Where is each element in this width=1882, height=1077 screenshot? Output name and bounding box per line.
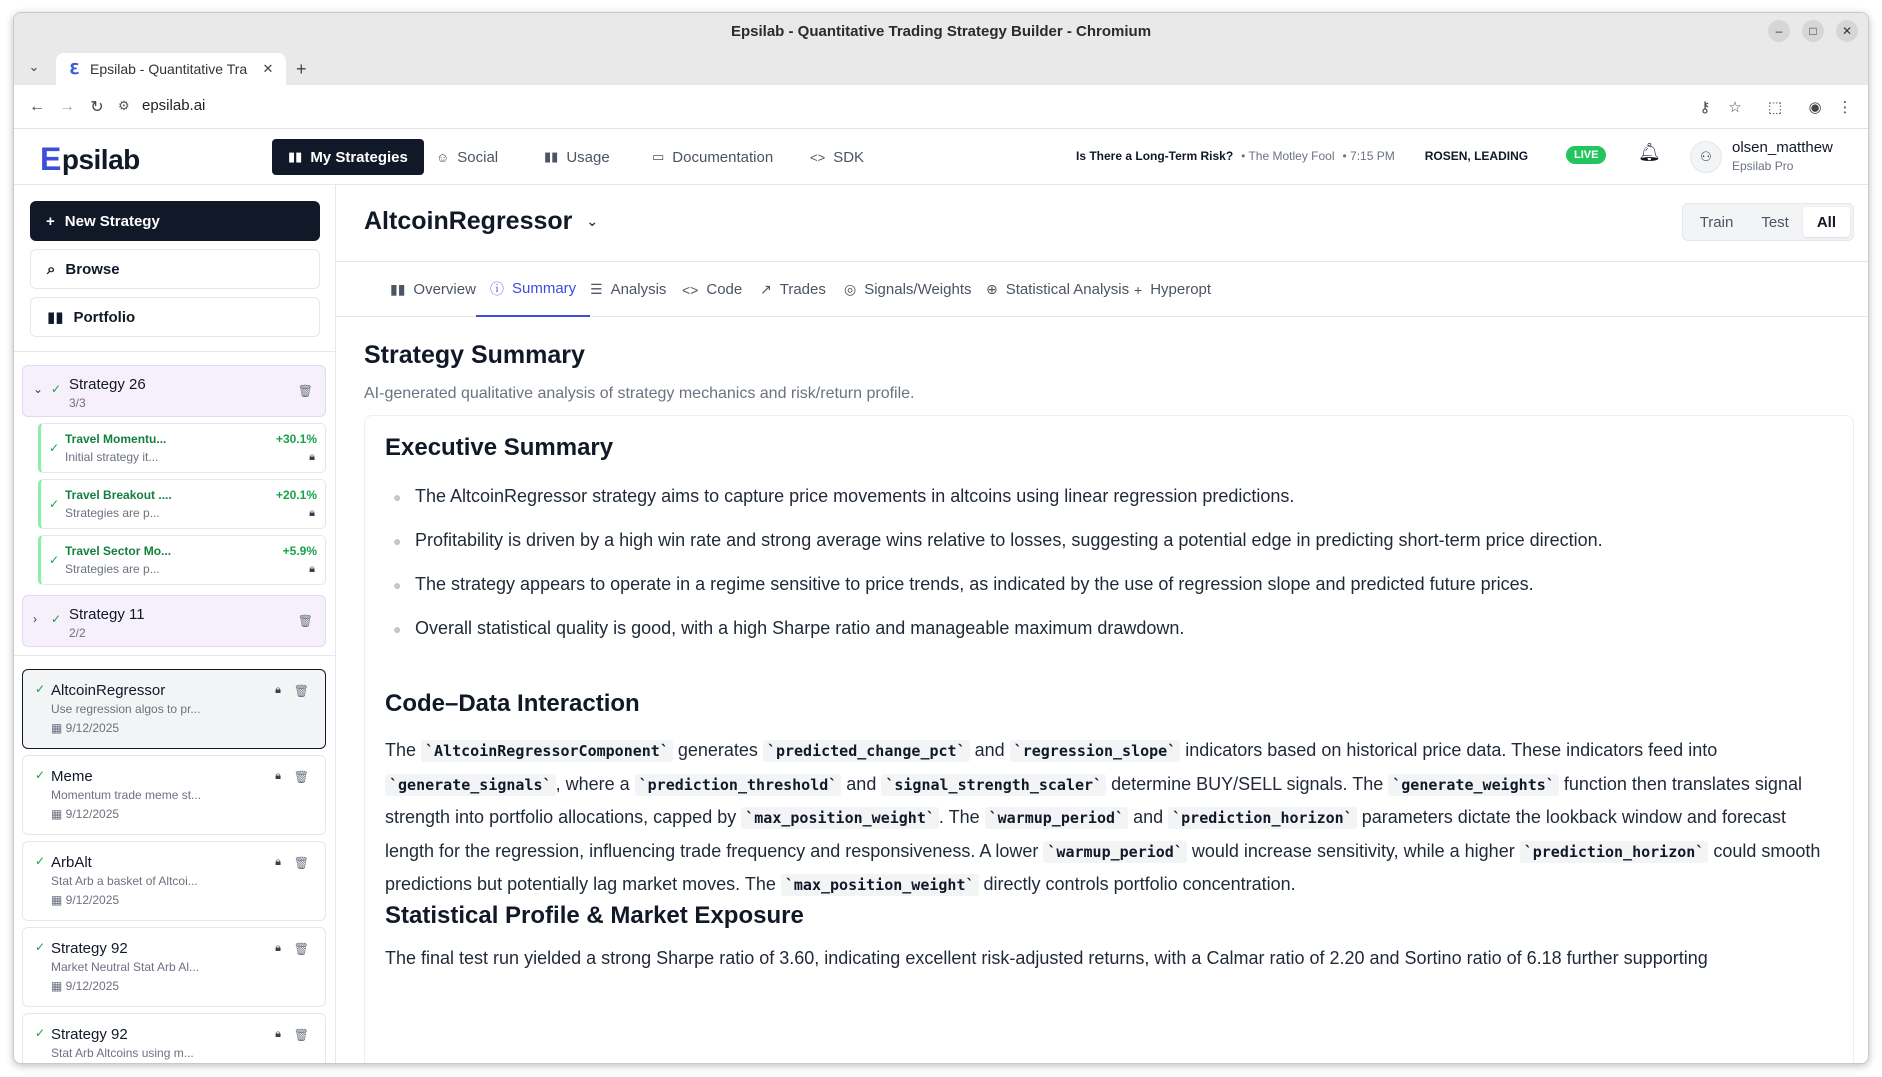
summary-card xyxy=(364,415,1854,1064)
tab-title: Epsilab - Quantitative Tra xyxy=(90,61,248,77)
tab-summary[interactable] xyxy=(476,262,590,317)
check-circle-icon: ✓ xyxy=(49,441,60,455)
bullet-text: Profitability is driven by a high win rate and strong average wins relative to losses, suggesting a potential edge in predicting short-term price direction. xyxy=(415,530,1603,550)
tab-signals-weights[interactable] xyxy=(830,262,986,317)
bullet-dot: ● xyxy=(393,621,402,637)
executive-summary-heading: Executive Summary xyxy=(385,434,614,461)
bar-chart-icon: ▮▮ xyxy=(288,149,303,164)
check-circle-icon: ✓ xyxy=(35,682,46,696)
trending-up-icon: ↗ xyxy=(760,281,772,297)
statistical-profile-paragraph: The final test run yielded a strong Sharpe ratio of 3.60, indicating excellent risk-adjusted returns, with a Calmar ratio of 2.20 and Sortino ratio of 6.18 further supporting xyxy=(385,948,1708,968)
bar-chart-icon: ▮▮ xyxy=(47,309,64,326)
main-panel xyxy=(336,185,1869,1064)
ticker-headline: Is There a Long-Term Risk? xyxy=(1076,149,1234,163)
profile-icon[interactable]: ◉ xyxy=(1808,99,1822,116)
browser-window xyxy=(13,12,1869,1064)
nav-label: Social xyxy=(457,148,499,166)
trash-icon[interactable]: 🗑︎ xyxy=(293,856,309,870)
news-ticker[interactable] xyxy=(1076,143,1546,169)
card-desc: Stat Arb a basket of Altcoi... xyxy=(51,874,198,888)
card-name: Strategy 92 xyxy=(51,940,128,957)
exec-bullet xyxy=(385,486,1825,507)
maximize-icon[interactable]: □ xyxy=(1802,20,1824,42)
check-circle-icon: ✓ xyxy=(49,497,60,511)
bullet-dot: ● xyxy=(393,489,402,505)
nav-label: Documentation xyxy=(672,148,774,166)
logo-mark: E xyxy=(40,141,61,177)
new-tab-icon[interactable]: + xyxy=(296,59,307,79)
text-run: would increase sensitivity, while a higher xyxy=(1186,840,1520,861)
chevron-down-icon[interactable]: ⌄ xyxy=(33,382,44,396)
code-token: `regression_slope` xyxy=(1010,740,1181,762)
extensions-icon[interactable]: ⬚ xyxy=(1767,99,1783,116)
trash-icon[interactable]: 🗑︎ xyxy=(293,770,309,784)
group-name: Strategy 26 xyxy=(69,376,146,393)
strategy-title: AltcoinRegressor xyxy=(364,207,573,235)
card-name: AltcoinRegressor xyxy=(51,682,166,699)
text-run: determine BUY/SELL signals. The xyxy=(1106,773,1389,794)
tab-close-icon[interactable]: ✕ xyxy=(262,61,274,76)
code-token: `predicted_change_pct` xyxy=(763,740,970,762)
forward-icon[interactable]: → xyxy=(59,98,75,115)
address-bar xyxy=(14,85,1868,129)
text-run: function then translates signal strength into portfolio allocations, capped by xyxy=(385,773,1802,827)
lock-icon: 🔒︎ xyxy=(309,451,315,463)
strategy-card[interactable] xyxy=(22,669,326,749)
child-strategy[interactable] xyxy=(38,535,326,585)
target-icon: ◎ xyxy=(844,281,857,297)
window-title: Epsilab - Quantitative Trading Strategy Builder - Chromium xyxy=(730,22,1152,40)
info-icon: ⓘ xyxy=(490,280,504,297)
statistical-profile-heading: Statistical Profile & Market Exposure xyxy=(385,902,804,929)
segment-all[interactable]: All xyxy=(1803,207,1850,237)
tab-strip xyxy=(14,49,1868,85)
bar-chart-icon: ▮▮ xyxy=(544,149,559,164)
text-run: directly controls portfolio concentration. xyxy=(978,874,1296,894)
card-date xyxy=(51,893,119,907)
nav-sdk[interactable] xyxy=(794,139,880,175)
group-count: 2/2 xyxy=(69,626,86,640)
card-date xyxy=(51,979,119,993)
code-token: `generate_weights` xyxy=(1388,774,1559,796)
child-name: Travel Sector Mo... xyxy=(65,544,172,558)
code-token: `signal_strength_scaler` xyxy=(881,774,1106,796)
code-data-heading: Code–Data Interaction xyxy=(385,690,640,717)
text-run: indicators based on historical price data. These indicators feed into xyxy=(1180,740,1718,760)
lock-icon[interactable]: 🔒︎ xyxy=(275,1028,281,1040)
card-desc: Market Neutral Stat Arb Al... xyxy=(51,960,200,974)
child-return: +30.1% xyxy=(275,432,317,446)
check-circle-icon: ✓ xyxy=(51,612,62,626)
strategy-group[interactable] xyxy=(22,595,326,647)
exec-bullet xyxy=(385,574,1825,595)
card-desc: Momentum trade meme st... xyxy=(51,788,202,802)
check-circle-icon: ✓ xyxy=(35,940,46,954)
card-name: Strategy 92 xyxy=(51,1026,128,1043)
ticker-headline-2: ROSEN, LEADING xyxy=(1424,149,1529,163)
portfolio-button[interactable] xyxy=(30,297,320,337)
text-run: and xyxy=(1128,807,1169,827)
text-run: parameters dictate the lookback window and forecast length for the regression, influencing trade frequency and responsiveness. A lower xyxy=(385,807,1786,861)
lock-icon[interactable]: 🔒︎ xyxy=(275,770,281,782)
browser-tab[interactable] xyxy=(56,53,286,85)
text-run: The xyxy=(385,740,422,760)
code-token: `prediction_horizon` xyxy=(1168,807,1357,829)
exec-bullet xyxy=(385,618,1825,639)
epsilab-logo[interactable] xyxy=(40,141,140,178)
child-desc: Strategies are p... xyxy=(65,506,160,520)
tab-overview[interactable] xyxy=(376,262,490,317)
sidebar xyxy=(14,185,336,1064)
plus-icon: + xyxy=(46,212,55,230)
browser-menu-icon[interactable]: ⋮ xyxy=(1837,99,1853,116)
group-count: 3/3 xyxy=(69,396,86,410)
sidebar-divider xyxy=(14,351,336,352)
check-circle-icon: ✓ xyxy=(35,768,46,782)
group-name: Strategy 11 xyxy=(69,606,145,623)
summary-title: Strategy Summary xyxy=(364,341,585,369)
nav-social[interactable] xyxy=(420,139,514,175)
new-strategy-label: New Strategy xyxy=(64,212,160,230)
search-icon: ⌕ xyxy=(47,260,56,278)
card-name: Meme xyxy=(51,768,93,785)
tab-trades[interactable] xyxy=(746,262,840,317)
check-circle-icon: ✓ xyxy=(35,1026,46,1040)
code-icon: <> xyxy=(682,281,699,298)
browse-button[interactable] xyxy=(30,249,320,289)
card-date-text: 9/12/2025 xyxy=(65,893,120,907)
segment-train[interactable]: Train xyxy=(1699,213,1734,231)
trash-icon[interactable]: 🗑︎ xyxy=(293,1028,309,1042)
minimize-icon[interactable]: – xyxy=(1768,20,1790,42)
card-desc: Stat Arb Altcoins using m... xyxy=(51,1046,194,1060)
calendar-icon: ▦ xyxy=(51,721,66,735)
strategy-card[interactable] xyxy=(22,755,326,835)
text-run: and xyxy=(841,773,882,794)
strategy-card[interactable] xyxy=(22,841,326,921)
back-icon[interactable]: ← xyxy=(29,98,45,115)
portfolio-label: Portfolio xyxy=(73,308,136,326)
check-circle-icon: ✓ xyxy=(35,854,46,868)
tab-code[interactable] xyxy=(668,262,756,317)
child-desc: Initial strategy it... xyxy=(65,450,159,464)
ticker-time: • 7:15 PM xyxy=(1342,149,1395,163)
code-token: `generate_signals` xyxy=(385,774,556,796)
card-date-text: 9/12/2025 xyxy=(65,807,120,821)
child-name: Travel Momentu... xyxy=(65,432,167,446)
nav-label: SDK xyxy=(833,148,865,166)
check-circle-icon: ✓ xyxy=(51,382,62,396)
calendar-icon: ▦ xyxy=(51,807,66,821)
tab-statistical-analysis[interactable] xyxy=(972,262,1143,317)
trash-icon[interactable]: 🗑︎ xyxy=(293,942,309,956)
sidebar-divider xyxy=(14,655,336,656)
users-icon: ☺ xyxy=(436,149,450,165)
card-date xyxy=(51,807,119,821)
strategy-group[interactable] xyxy=(22,365,326,417)
user-name[interactable]: olsen_matthew xyxy=(1732,139,1833,156)
lock-icon: 🔒︎ xyxy=(309,507,315,519)
strategy-selector[interactable] xyxy=(364,207,598,236)
calendar-icon: ▦ xyxy=(51,893,66,907)
code-token: `prediction_threshold` xyxy=(635,774,842,796)
chevron-right-icon[interactable]: › xyxy=(33,612,37,626)
trash-icon[interactable]: 🗑︎ xyxy=(297,614,313,628)
globe-icon: ⊕ xyxy=(986,281,998,297)
text-run: , where a xyxy=(555,773,635,794)
live-badge: LIVE xyxy=(1566,146,1606,164)
child-strategy[interactable] xyxy=(38,423,326,473)
site-info-icon[interactable]: ⚙ xyxy=(118,98,130,113)
lock-icon[interactable]: 🔒︎ xyxy=(275,684,281,696)
plus-icon: + xyxy=(1134,281,1143,298)
child-desc: Strategies are p... xyxy=(65,562,160,576)
segment-test[interactable]: Test xyxy=(1761,213,1789,231)
bookmark-star-icon[interactable]: ☆ xyxy=(1728,99,1742,116)
text-run: could smooth predictions but potentially lag market moves. The xyxy=(385,840,1821,894)
strategy-card[interactable] xyxy=(22,927,326,1007)
text-run: generates xyxy=(672,740,763,760)
reload-icon[interactable]: ↻ xyxy=(90,99,104,116)
window-controls xyxy=(1768,20,1858,42)
tab-label: Trades xyxy=(779,281,826,298)
child-name: Travel Breakout .... xyxy=(65,488,172,502)
code-token: `prediction_horizon` xyxy=(1520,841,1709,863)
code-token: `warmup_period` xyxy=(1043,841,1186,863)
child-return: +5.9% xyxy=(282,544,317,558)
bell-icon[interactable]: 🔔︎ xyxy=(1638,142,1661,162)
nav-documentation[interactable] xyxy=(636,139,789,175)
tab-hyperopt[interactable] xyxy=(1120,262,1225,317)
card-desc: Use regression algos to pr... xyxy=(51,702,201,716)
user-avatar[interactable]: ⚇ xyxy=(1690,141,1722,173)
close-icon[interactable]: ✕ xyxy=(1836,20,1858,42)
tab-label: Statistical Analysis xyxy=(1005,281,1130,298)
lock-icon[interactable]: 🔒︎ xyxy=(275,856,281,868)
summary-subtitle: AI-generated qualitative analysis of strategy mechanics and risk/return profile. xyxy=(364,385,915,402)
text-run: . The xyxy=(938,807,985,827)
strategy-tabs xyxy=(336,261,1869,317)
child-return: +20.1% xyxy=(275,488,317,502)
nav-usage[interactable] xyxy=(528,139,626,175)
code-data-paragraph xyxy=(385,734,1825,902)
tab-search-chevron-icon[interactable]: ⌄ xyxy=(28,59,40,74)
code-token: `warmup_period` xyxy=(985,807,1128,829)
calendar-icon: ▦ xyxy=(51,979,66,993)
code-token: `max_position_weight` xyxy=(781,874,979,896)
nav-label: Usage xyxy=(566,148,610,166)
bullet-text: The strategy appears to operate in a regime sensitive to price trends, as indicated by the use of regression slope and predicted future prices. xyxy=(415,574,1534,594)
trash-icon[interactable]: 🗑︎ xyxy=(297,384,313,398)
code-icon: <> xyxy=(810,149,826,165)
dataset-toggle xyxy=(1682,203,1854,241)
logo-text: psilab xyxy=(61,143,140,175)
tab-label: Summary xyxy=(512,280,577,297)
bullet-dot: ● xyxy=(393,577,402,593)
strategy-card[interactable] xyxy=(22,1013,326,1064)
url-field[interactable]: epsilab.ai xyxy=(142,97,206,114)
nav-label: My Strategies xyxy=(310,148,408,166)
new-strategy-button[interactable] xyxy=(30,201,320,241)
sliders-icon: ☰ xyxy=(590,281,603,297)
code-token: `AltcoinRegressorComponent` xyxy=(421,740,673,762)
exec-bullet xyxy=(385,530,1825,551)
ticker-source: • The Motley Fool xyxy=(1241,149,1335,163)
card-date-text: 9/12/2025 xyxy=(65,721,120,735)
bullet-text: Overall statistical quality is good, with a high Sharpe ratio and manageable maximum drawdown. xyxy=(415,618,1185,638)
lock-icon[interactable]: 🔒︎ xyxy=(275,942,281,954)
tab-label: Hyperopt xyxy=(1150,281,1212,298)
code-token: `max_position_weight` xyxy=(741,807,939,829)
app-header xyxy=(14,129,1868,185)
bar-chart-icon: ▮▮ xyxy=(390,281,406,297)
text-run: and xyxy=(969,740,1010,760)
tab-label: Analysis xyxy=(610,281,667,298)
browse-label: Browse xyxy=(65,260,120,278)
tab-label: Overview xyxy=(413,281,476,298)
lock-icon: 🔒︎ xyxy=(309,563,315,575)
chevron-down-icon: ⌄ xyxy=(586,213,599,229)
trash-icon[interactable]: 🗑︎ xyxy=(293,684,309,698)
password-key-icon[interactable]: ⚷ xyxy=(1699,99,1711,116)
tab-analysis[interactable] xyxy=(576,262,680,317)
card-date xyxy=(51,721,119,735)
tab-label: Code xyxy=(706,281,743,298)
bullet-text: The AltcoinRegressor strategy aims to capture price movements in altcoins using linear regression predictions. xyxy=(415,486,1295,506)
user-plan: Epsilab Pro xyxy=(1732,159,1794,173)
bullet-dot: ● xyxy=(393,533,402,549)
check-circle-icon: ✓ xyxy=(49,553,60,567)
book-icon: ▭ xyxy=(652,149,665,164)
tab-label: Signals/Weights xyxy=(864,281,972,298)
child-strategy[interactable] xyxy=(38,479,326,529)
window-titlebar xyxy=(14,13,1868,49)
card-name: ArbAlt xyxy=(51,854,92,871)
nav-my-strategies[interactable] xyxy=(272,139,424,175)
card-date-text: 9/12/2025 xyxy=(65,979,120,993)
favicon-icon: ℇ xyxy=(69,61,79,78)
